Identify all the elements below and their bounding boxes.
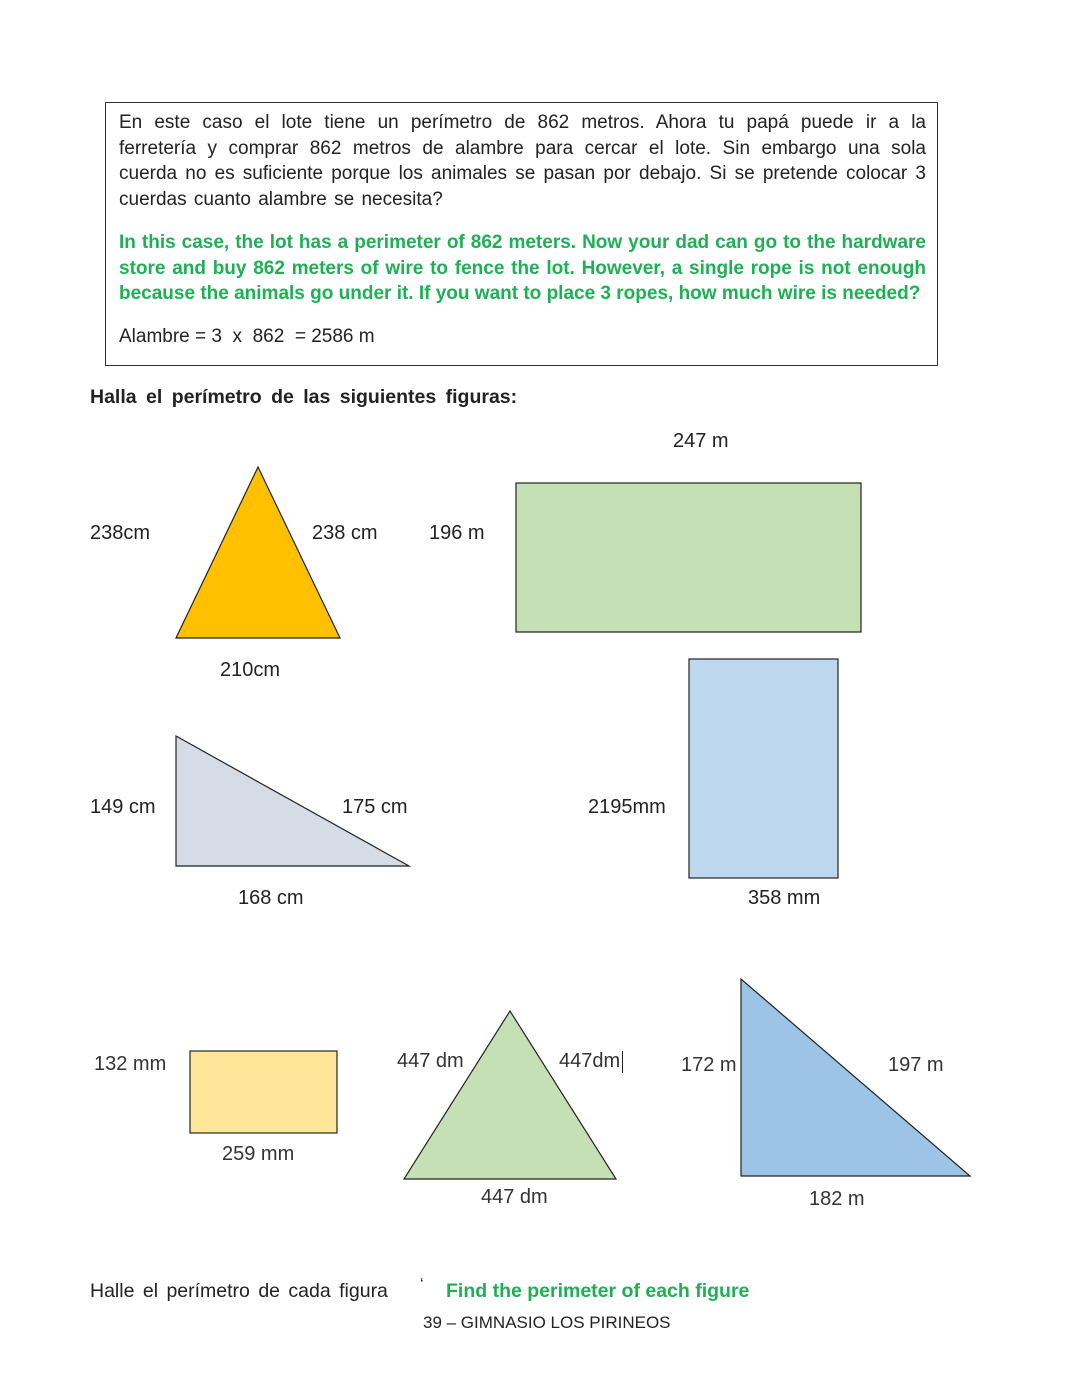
formula-line: Alambre = 3 x 862 = 2586 m: [119, 326, 375, 347]
triangle3-left-label: 447 dm: [397, 1050, 464, 1072]
triangle4-right-label: 197 m: [888, 1054, 944, 1076]
rect3-left-label: 132 mm: [94, 1053, 167, 1075]
blue-right-triangle: [741, 979, 970, 1176]
triangle4-left-label: 172 m: [681, 1054, 737, 1076]
footer-separator: ‘: [420, 1276, 424, 1293]
green-rectangle: [516, 483, 861, 632]
triangle4-bottom-label: 182 m: [809, 1188, 865, 1210]
footer-instruction: Halle el perímetro de cada figura: [90, 1280, 388, 1302]
problem-text-english: In this case, the lot has a perimeter of 862 meters. Now your dad can go to the hardware store and buy 862 meters of wire to fence the lot. However, a single rope is not enough because the animals go under it. If you want to place 3 ropes, how much wire is needed?: [119, 232, 926, 304]
page-number: 39 – GIMNASIO LOS PIRINEOS: [423, 1313, 671, 1332]
triangle2-bottom-label: 168 cm: [238, 887, 304, 909]
rect2-left-label: 2195mm: [588, 796, 666, 818]
triangle1-left-label: 238cm: [90, 522, 151, 544]
yellow-rectangle: [190, 1051, 337, 1133]
rect2-bottom-label: 358 mm: [748, 887, 821, 909]
rect1-top-label: 247 m: [673, 430, 729, 452]
blue-rectangle: [689, 659, 838, 878]
green-triangle: [404, 1011, 616, 1179]
triangle2-left-label: 149 cm: [90, 796, 156, 818]
triangle3-right-label: 447dm: [559, 1050, 621, 1072]
triangle1-right-label: 238 cm: [312, 522, 378, 544]
triangle1-bottom-label: 210cm: [220, 659, 281, 681]
footer-instruction-english: Find the perimeter of each figure: [446, 1280, 750, 1302]
triangle2-right-label: 175 cm: [342, 796, 408, 818]
text-cursor: [622, 1051, 623, 1073]
orange-triangle: [176, 467, 340, 638]
rect1-left-label: 196 m: [429, 522, 485, 544]
triangle3-bottom-label: 447 dm: [481, 1186, 548, 1208]
section-heading: Halla el perímetro de las siguientes figuras:: [90, 386, 518, 408]
rect3-bottom-label: 259 mm: [222, 1143, 295, 1165]
problem-text-spanish: En este caso el lote tiene un perímetro de 862 metros. Ahora tu papá puede ir a la ferretería y comprar 862 metros de alambre para cercar el lote. Sin embargo una sola cuerda no es suficiente porque los animales se pasan por debajo. Si se pretende colocar 3 cuerdas cuanto alambre se necesita?: [119, 112, 926, 210]
